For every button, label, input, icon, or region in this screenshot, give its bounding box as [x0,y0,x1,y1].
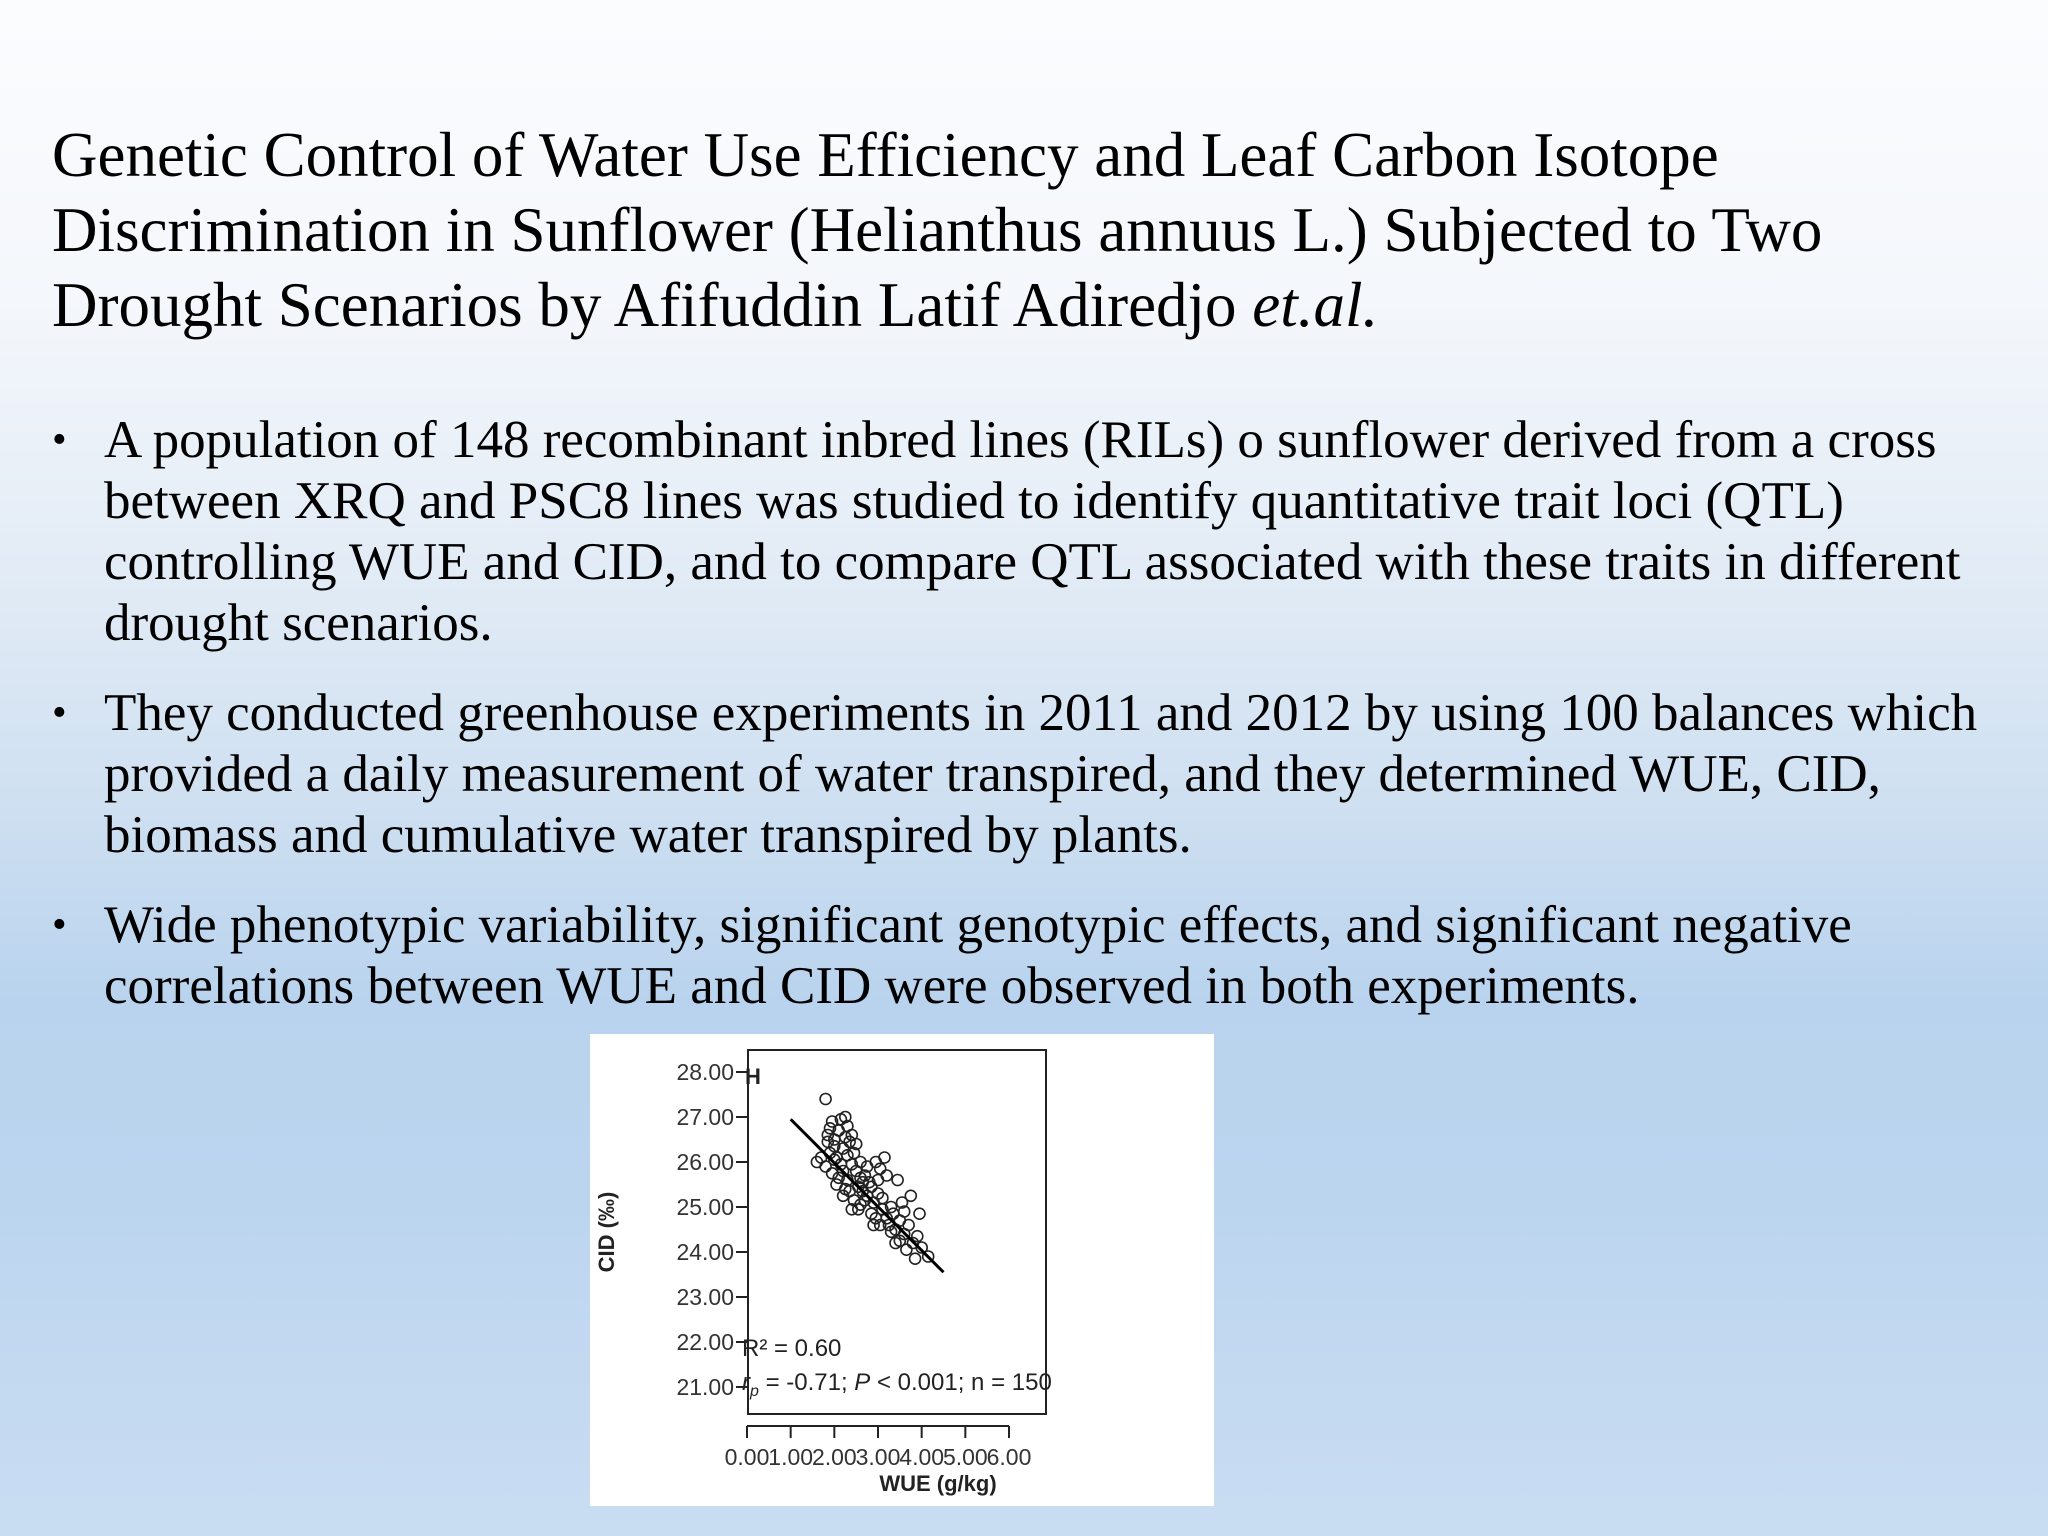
y-tick-label: 26.00 [676,1149,734,1175]
bullet-item [52,895,2002,1017]
y-tick-label: 21.00 [676,1374,734,1400]
y-tick-label: 27.00 [676,1104,734,1130]
data-point [868,1220,879,1231]
y-axis-label: CID (‰) [594,1191,619,1273]
x-axis [725,1426,1032,1470]
bullet-dot: • [52,902,67,948]
bullet-text: Wide phenotypic variability, significant genotypic effects, and significant negative correlations between WUE and CID were observed in both experiments. [104,896,1852,1015]
data-points [811,1094,933,1265]
x-tick-label: 1.00 [768,1444,814,1470]
data-point [903,1220,914,1231]
scatter-chart [590,1034,1214,1506]
x-tick-label: 3.00 [855,1444,901,1470]
scatter-figure [590,1034,1214,1506]
data-point [831,1179,842,1190]
data-point [914,1208,925,1219]
bullet-text: They conducted greenhouse experiments in 2011 and 2012 by using 100 balances which provided a daily measurement of water transpired, and they determined WUE, CID, biomass and cumulative water transpired by plants. [104,684,1978,864]
slide-title [52,118,2012,343]
stats-p: P [854,1369,871,1396]
y-tick-label: 24.00 [676,1239,734,1265]
bullet-item [52,410,2002,654]
bullet-text: A population of 148 recombinant inbred lines (RILs) o sunflower derived from a cross between XRQ and PSC8 lines was studied to identify quantitative trait loci (QTL) controlling WUE and CID, and to compare QTL associated with these traits in different drought scenarios. [104,411,1961,652]
bullet-dot: • [52,690,67,736]
y-axis [676,1059,748,1400]
data-point [820,1094,831,1105]
x-tick-label: 2.00 [811,1444,857,1470]
slide-title-etal: et.al. [1252,270,1379,340]
y-tick-label: 23.00 [676,1284,734,1310]
stats-r-sub: p [750,1383,759,1400]
x-tick-label: 6.00 [986,1444,1032,1470]
stats-rest: < 0.001; n = 150 [870,1369,1052,1396]
slide-title-main: Genetic Control of Water Use Efficiency and Leaf Carbon Isotope Discrimination in Sunflower (Helianthus annuus L.) Subjected to Two Drought Scenarios by Afifuddin Latif Adiredjo [52,120,1823,340]
data-point [892,1175,903,1186]
stats-eq: = -0.71; [758,1369,855,1396]
x-tick-label: 0.00 [724,1444,770,1470]
x-tick-label: 5.00 [942,1444,988,1470]
y-tick-label: 22.00 [676,1329,734,1355]
stats-r: r [742,1369,750,1396]
y-tick-label: 28.00 [676,1059,734,1085]
trend-line [791,1119,944,1272]
annotation-stats [742,1369,1052,1400]
x-tick-label: 4.00 [899,1444,945,1470]
bullet-item [52,683,2002,866]
x-axis-label: WUE (g/kg) [879,1471,997,1496]
y-tick-label: 25.00 [676,1194,734,1220]
bullet-list [52,410,2002,1046]
annotation-r2: R² = 0.60 [742,1335,842,1362]
panel-label: H [745,1064,761,1089]
bullet-dot: • [52,417,67,463]
data-point [905,1190,916,1201]
data-point [910,1253,921,1264]
data-point [866,1208,877,1219]
